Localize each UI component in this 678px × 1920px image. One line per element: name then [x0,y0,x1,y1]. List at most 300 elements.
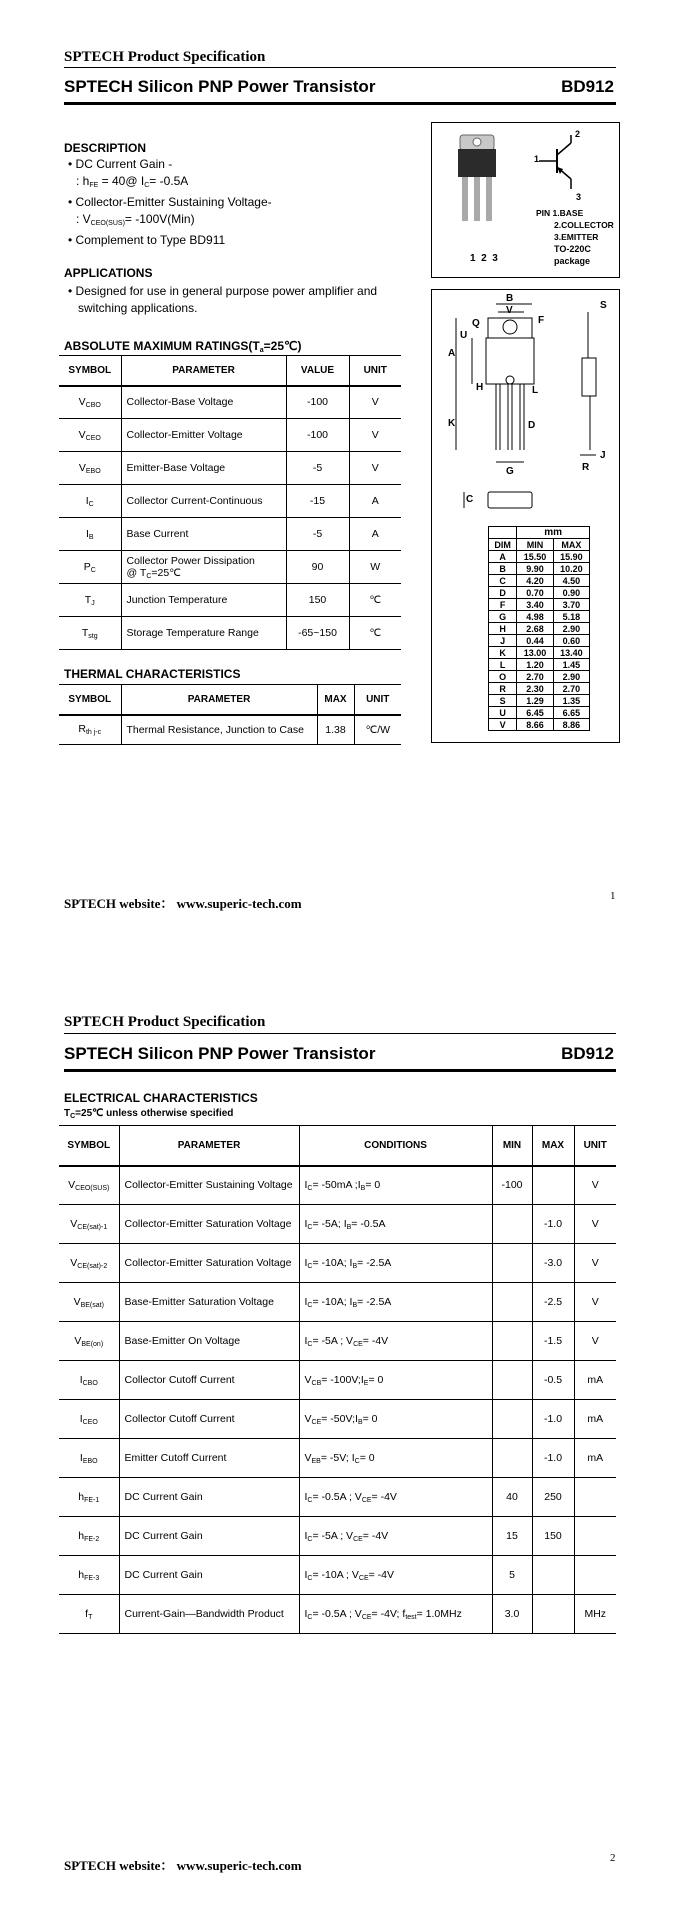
parameter-text: @ T [126,566,147,579]
cell-conditions: $I_C= -10A$ ; $V_{CE}= -4V$ [299,1556,492,1595]
dims-row [489,587,590,599]
symbol-main: h [78,1529,85,1542]
cell-unit: ℃/W [354,715,401,745]
dims-min: 2.68 [517,623,553,635]
cell-value: -100 [286,386,349,419]
dims-max: 2.90 [553,623,589,635]
symbol-sub: CEO(SUS) [75,1184,110,1192]
cell-parameter [121,386,286,419]
dims-row [489,683,590,695]
dims-max: 2.90 [553,671,589,683]
parameter-text: Collector-Base Voltage [126,396,234,409]
pin-label: 3 [576,192,582,202]
symbol-sub: C [90,566,96,574]
cell-symbol [59,386,121,419]
cell-max [532,1556,574,1595]
page-title: SPTECH Silicon PNP Power Transistor [64,1044,376,1063]
dims-row [489,695,590,707]
description-sub: : $V_{CEO(SUS)}= -100V(Min)$ [76,212,195,227]
dims-unit: mm [517,527,590,539]
dims-row [489,671,590,683]
cell-min [492,1439,532,1478]
cell-value: -100 [286,419,349,452]
cell-unit: V [349,386,401,419]
title-rule [64,1069,616,1072]
cell-symbol [59,715,121,745]
thermal-table [59,684,401,745]
table-row [59,1205,616,1244]
cell-symbol [59,419,121,452]
cell-parameter: DC Current Gain [119,1556,299,1595]
dim-label: J [600,450,606,461]
electrical-heading: ELECTRICAL CHARACTERISTICS [64,1091,258,1105]
thermal-heading: THERMAL CHARACTERISTICS [64,667,241,681]
part-number: BD912 [561,1044,614,1063]
title-rule [64,102,616,105]
cell-parameter: Emitter Cutoff Current [119,1439,299,1478]
table-row [59,551,401,584]
dim-label: S [600,300,607,311]
dims-dim: F [489,599,517,611]
part-number: BD912 [561,77,614,96]
cell-conditions: $I_C= -10A$; $I_B= -2.5A$ [299,1244,492,1283]
dims-row [489,635,590,647]
cell-conditions: $I_C= -10A$; $I_B= -2.5A$ [299,1283,492,1322]
table-row [59,715,401,745]
cell-unit: A [349,518,401,551]
dims-dim: D [489,587,517,599]
table-row [59,386,401,419]
cell-symbol [59,617,121,650]
dims-row [489,707,590,719]
table-row [59,1556,616,1595]
symbol-main: I [79,1412,83,1425]
symbol-main: T [81,626,89,639]
dims-dim: O [489,671,517,683]
pinout-box [431,122,620,278]
cell-max: -3.0 [532,1244,574,1283]
cell-parameter: Current-Gain—Bandwidth Product [119,1595,299,1634]
description-item: • DC Current Gain - [68,157,173,171]
cell-symbol [59,1166,119,1205]
dims-dim: V [489,719,517,731]
cell-max: -1.5 [532,1322,574,1361]
dims-min: 6.45 [517,707,553,719]
dim-label: G [506,466,514,477]
dims-max: 13.40 [553,647,589,659]
symbol-main: V [73,1295,81,1308]
symbol-main: I [79,1373,83,1386]
dims-min: 2.70 [517,671,553,683]
cell-unit: V [574,1283,616,1322]
symbol-sub: FE-2 [84,1535,100,1543]
cell-conditions: $I_C= -0.5A$ ; $V_{CE}= -4V$; $f_{test}= 1.0MHz$ [299,1595,492,1634]
dims-max: 4.50 [553,575,589,587]
outline-drawing [432,290,619,520]
dims-max: 5.18 [553,611,589,623]
parameter-text: Base Current [126,528,189,540]
dims-row [489,647,590,659]
col-symbol: SYMBOL [59,685,121,715]
table-row [59,1244,616,1283]
dims-dim: G [489,611,517,623]
dims-dim: R [489,683,517,695]
symbol-main: V [78,461,86,474]
description-list [68,156,418,249]
header-rule [64,67,616,68]
dims-max: 1.35 [553,695,589,707]
dims-row [489,719,590,731]
dim-label: H [476,382,484,393]
cell-value: -15 [286,485,349,518]
table-row [59,617,401,650]
cell-unit: mA [574,1439,616,1478]
cell-min [492,1283,532,1322]
symbol-sub: EBO [82,1457,98,1465]
parameter-text [127,567,282,580]
cell-unit: V [574,1205,616,1244]
dims-dim: H [489,623,517,635]
symbol-main: f [85,1607,89,1620]
dims-max: 3.70 [553,599,589,611]
applications-heading: APPLICATIONS [64,266,153,280]
cell-max: -1.0 [532,1439,574,1478]
cell-unit: mA [574,1361,616,1400]
dim-label: U [460,330,468,341]
table-row [59,452,401,485]
cell-min: 40 [492,1478,532,1517]
cell-parameter [121,419,286,452]
description-item: • Complement to Type BD911 [68,233,226,247]
col-min: MIN [492,1126,532,1166]
cell-symbol [59,1478,119,1517]
cell-min [492,1205,532,1244]
cell-max: -0.5 [532,1361,574,1400]
table-row [59,1439,616,1478]
cell-unit [574,1556,616,1595]
electrical-table [59,1125,616,1634]
parameter-text: Collector-Emitter Voltage [126,429,243,441]
parameter-text: Storage Temperature Range [126,627,259,639]
cell-min [492,1400,532,1439]
cell-max: 1.38 [317,715,354,745]
footer: SPTECH website： www.superic-tech.com [64,896,302,911]
cell-parameter: Thermal Resistance, Junction to Case [121,715,317,745]
brand-header: SPTECH Product Specification [64,49,266,65]
table-header-row [59,1126,616,1166]
dim-label: B [506,293,514,304]
cell-unit: V [574,1322,616,1361]
cell-symbol [59,1244,119,1283]
dimensions-table [488,526,590,731]
cell-conditions: $V_{EB}= -5V$; $I_C= 0$ [299,1439,492,1478]
cell-unit: MHz [574,1595,616,1634]
table-row [59,1595,616,1634]
cell-symbol [59,1400,119,1439]
dims-row [489,611,590,623]
symbol-main: I [85,494,89,507]
page-title: SPTECH Silicon PNP Power Transistor [64,77,376,96]
cell-parameter: Collector-Emitter Saturation Voltage [119,1205,299,1244]
cell-parameter [121,584,286,617]
cell-conditions: $I_C= -0.5A$ ; $V_{CE}= -4V$ [299,1478,492,1517]
symbol-main: V [78,428,86,441]
cell-symbol [59,1283,119,1322]
symbol-main: V [74,1334,82,1347]
table-row [59,1478,616,1517]
dims-min: 13.00 [517,647,553,659]
dims-max: 1.45 [553,659,589,671]
table-header-row [59,356,401,386]
dims-row [489,659,590,671]
dims-dim: C [489,575,517,587]
cell-parameter [121,518,286,551]
cell-symbol [59,485,121,518]
cell-parameter: Base-Emitter On Voltage [119,1322,299,1361]
cell-parameter [121,551,286,584]
symbol-main: V [78,395,86,408]
dims-max: 0.60 [553,635,589,647]
cell-min: 15 [492,1517,532,1556]
cell-value: -65~150 [286,617,349,650]
table-row [59,1283,616,1322]
cell-value: -5 [286,452,349,485]
dims-col-dim: DIM [489,539,517,551]
dims-col-max: MAX [553,539,589,551]
dims-dim: L [489,659,517,671]
description-sub: : $h_{FE}$ = 40@ $I_C= -0.5A$ [76,174,189,189]
cell-unit [574,1517,616,1556]
description-item: • Collector-Emitter Sustaining Voltage- [68,195,272,209]
cell-parameter: Collector-Emitter Sustaining Voltage [119,1166,299,1205]
dims-min: 0.44 [517,635,553,647]
table-row [59,1361,616,1400]
page-number: 1 [610,890,616,902]
col-conditions: CONDITIONS [299,1126,492,1166]
dims-dim: J [489,635,517,647]
symbol-main: h [78,1490,85,1503]
cell-parameter: Base-Emitter Saturation Voltage [119,1283,299,1322]
cell-value: 150 [286,584,349,617]
table-row [59,1400,616,1439]
dims-min: 9.90 [517,563,553,575]
cell-parameter [121,452,286,485]
dims-max: 10.20 [553,563,589,575]
cell-unit: A [349,485,401,518]
dim-label: C [466,494,474,505]
dim-label: F [538,315,545,326]
table-row [59,419,401,452]
dims-min: 1.20 [517,659,553,671]
parameter-text: Junction Temperature [126,594,228,606]
dim-label: V [506,305,513,316]
cell-symbol [59,551,121,584]
cell-parameter: DC Current Gain [119,1478,299,1517]
col-unit: UNIT [354,685,401,715]
symbol-sub: J [91,599,95,607]
dim-label: K [448,418,456,429]
cell-unit: V [349,419,401,452]
col-unit: UNIT [349,356,401,386]
dims-row [489,623,590,635]
dims-max: 6.65 [553,707,589,719]
table-row [59,485,401,518]
cell-symbol [59,1517,119,1556]
symbol-sub: C [146,572,152,580]
col-parameter: PARAMETER [119,1126,299,1166]
symbol-sub: CE(sat)-1 [77,1223,108,1231]
cell-unit: ℃ [349,584,401,617]
symbol-sub: T [88,1613,93,1621]
dims-row [489,551,590,563]
symbol-main: h [78,1568,85,1581]
symbol-main: V [70,1256,78,1269]
cell-min: 5 [492,1556,532,1595]
lead-numbers: 1 2 3 [470,253,498,264]
symbol-main: V [68,1178,76,1191]
symbol-sub: CEO [82,1418,98,1426]
dims-dim: S [489,695,517,707]
col-max: MAX [532,1126,574,1166]
symbol-main: I [85,527,89,540]
cell-parameter: Collector-Emitter Saturation Voltage [119,1244,299,1283]
parameter-text: =25℃ [151,566,181,579]
symbol-sub: stg [88,632,98,640]
cell-max: 150 [532,1517,574,1556]
symbol-sub: B [88,533,94,541]
pin-label: 2 [575,129,581,139]
symbol-sub: CE(sat)-2 [77,1262,108,1270]
description-heading: DESCRIPTION [64,141,147,155]
cell-symbol [59,1361,119,1400]
page-number: 2 [610,1852,616,1864]
cell-conditions: $I_C= -5A$ ; $V_{CE}= -4V$ [299,1517,492,1556]
dims-min: 15.50 [517,551,553,563]
table-row [59,1322,616,1361]
symbol-sub: th j-c [85,729,102,737]
dims-dim: A [489,551,517,563]
symbol-sub: CEO [85,434,101,442]
cell-unit [574,1478,616,1517]
cell-conditions: $I_C= -5A$ ; $V_{CE}= -4V$ [299,1322,492,1361]
dims-unit-row [489,527,590,539]
cell-value: 90 [286,551,349,584]
cell-min: 3.0 [492,1595,532,1634]
dims-max: 15.90 [553,551,589,563]
dims-max: 2.70 [553,683,589,695]
cell-symbol [59,1439,119,1478]
dims-max: 8.86 [553,719,589,731]
brand-header: SPTECH Product Specification [64,1014,266,1030]
table-header-row [59,685,401,715]
symbol-sub: CBO [82,1379,98,1387]
cell-conditions: $V_{CB}=$ $-100V;I_E= 0$ [299,1361,492,1400]
dims-row [489,563,590,575]
dims-min: 1.29 [517,695,553,707]
col-parameter: PARAMETER [121,356,286,386]
symbol-main: I [79,1451,83,1464]
cell-max: -1.0 [532,1205,574,1244]
symbol-sub: C [88,500,94,508]
dims-min: 0.70 [517,587,553,599]
dims-row [489,575,590,587]
symbol-sub: FE-3 [84,1574,100,1582]
abs-max-heading: ABSOLUTE MAXIMUM $RATINGS(T_a=25℃)$ [64,339,302,354]
pin-legend: PIN 1.BASE 2.COLLECTOR 3.EMITTER TO-220C package [536,208,614,266]
symbol-sub: FE-1 [84,1496,100,1504]
outline-drawing-box [431,289,620,743]
cell-unit: V [574,1166,616,1205]
dims-min: 8.66 [517,719,553,731]
cell-max: -2.5 [532,1283,574,1322]
symbol-sub: BE(on) [81,1340,104,1348]
cell-unit: V [349,452,401,485]
symbol-main: R [78,723,86,736]
cell-min: -100 [492,1166,532,1205]
cell-min [492,1361,532,1400]
dims-dim: U [489,707,517,719]
dims-min: 4.20 [517,575,553,587]
table-row [59,584,401,617]
abs-max-table [59,355,401,650]
col-symbol: SYMBOL [59,356,121,386]
cell-parameter: Collector Cutoff Current [119,1361,299,1400]
dims-max: 0.90 [553,587,589,599]
cell-symbol [59,518,121,551]
cell-min [492,1244,532,1283]
dims-min: 3.40 [517,599,553,611]
cell-parameter: DC Current Gain [119,1517,299,1556]
table-row [59,1517,616,1556]
electrical-subheading: $T_C=25℃$ unless otherwise specified [64,1108,234,1120]
dim-label: A [448,348,456,359]
dim-label: L [532,385,539,396]
symbol-main: T [84,593,92,606]
parameter-text: Emitter-Base Voltage [126,462,226,474]
table-row [59,1166,616,1205]
cell-parameter: Collector Cutoff Current [119,1400,299,1439]
parameter-text: Collector Current-Continuous [126,495,263,507]
footer: SPTECH website： www.superic-tech.com [64,1858,302,1873]
parameter-text: Collector Power Dissipation [126,554,255,567]
symbol-main: V [70,1217,78,1230]
cell-symbol [59,584,121,617]
cell-max: -1.0 [532,1400,574,1439]
dim-label: R [582,462,590,473]
cell-symbol [59,1556,119,1595]
symbol-main: P [83,560,91,573]
cell-max: 250 [532,1478,574,1517]
cell-parameter [121,617,286,650]
symbol-sub: BE(sat) [80,1301,104,1309]
pin-label: 1 [534,154,540,164]
cell-symbol [59,1322,119,1361]
cell-symbol [59,452,121,485]
cell-max [532,1166,574,1205]
cell-unit: mA [574,1400,616,1439]
symbol-sub: EBO [85,467,101,475]
header-rule [64,1033,616,1034]
dims-dim: K [489,647,517,659]
cell-max [532,1595,574,1634]
cell-symbol [59,1595,119,1634]
symbol-sub: CBO [85,401,101,409]
dim-label: Q [472,318,480,329]
dims-min: 2.30 [517,683,553,695]
cell-unit: W [349,551,401,584]
col-value: VALUE [286,356,349,386]
cell-parameter [121,485,286,518]
